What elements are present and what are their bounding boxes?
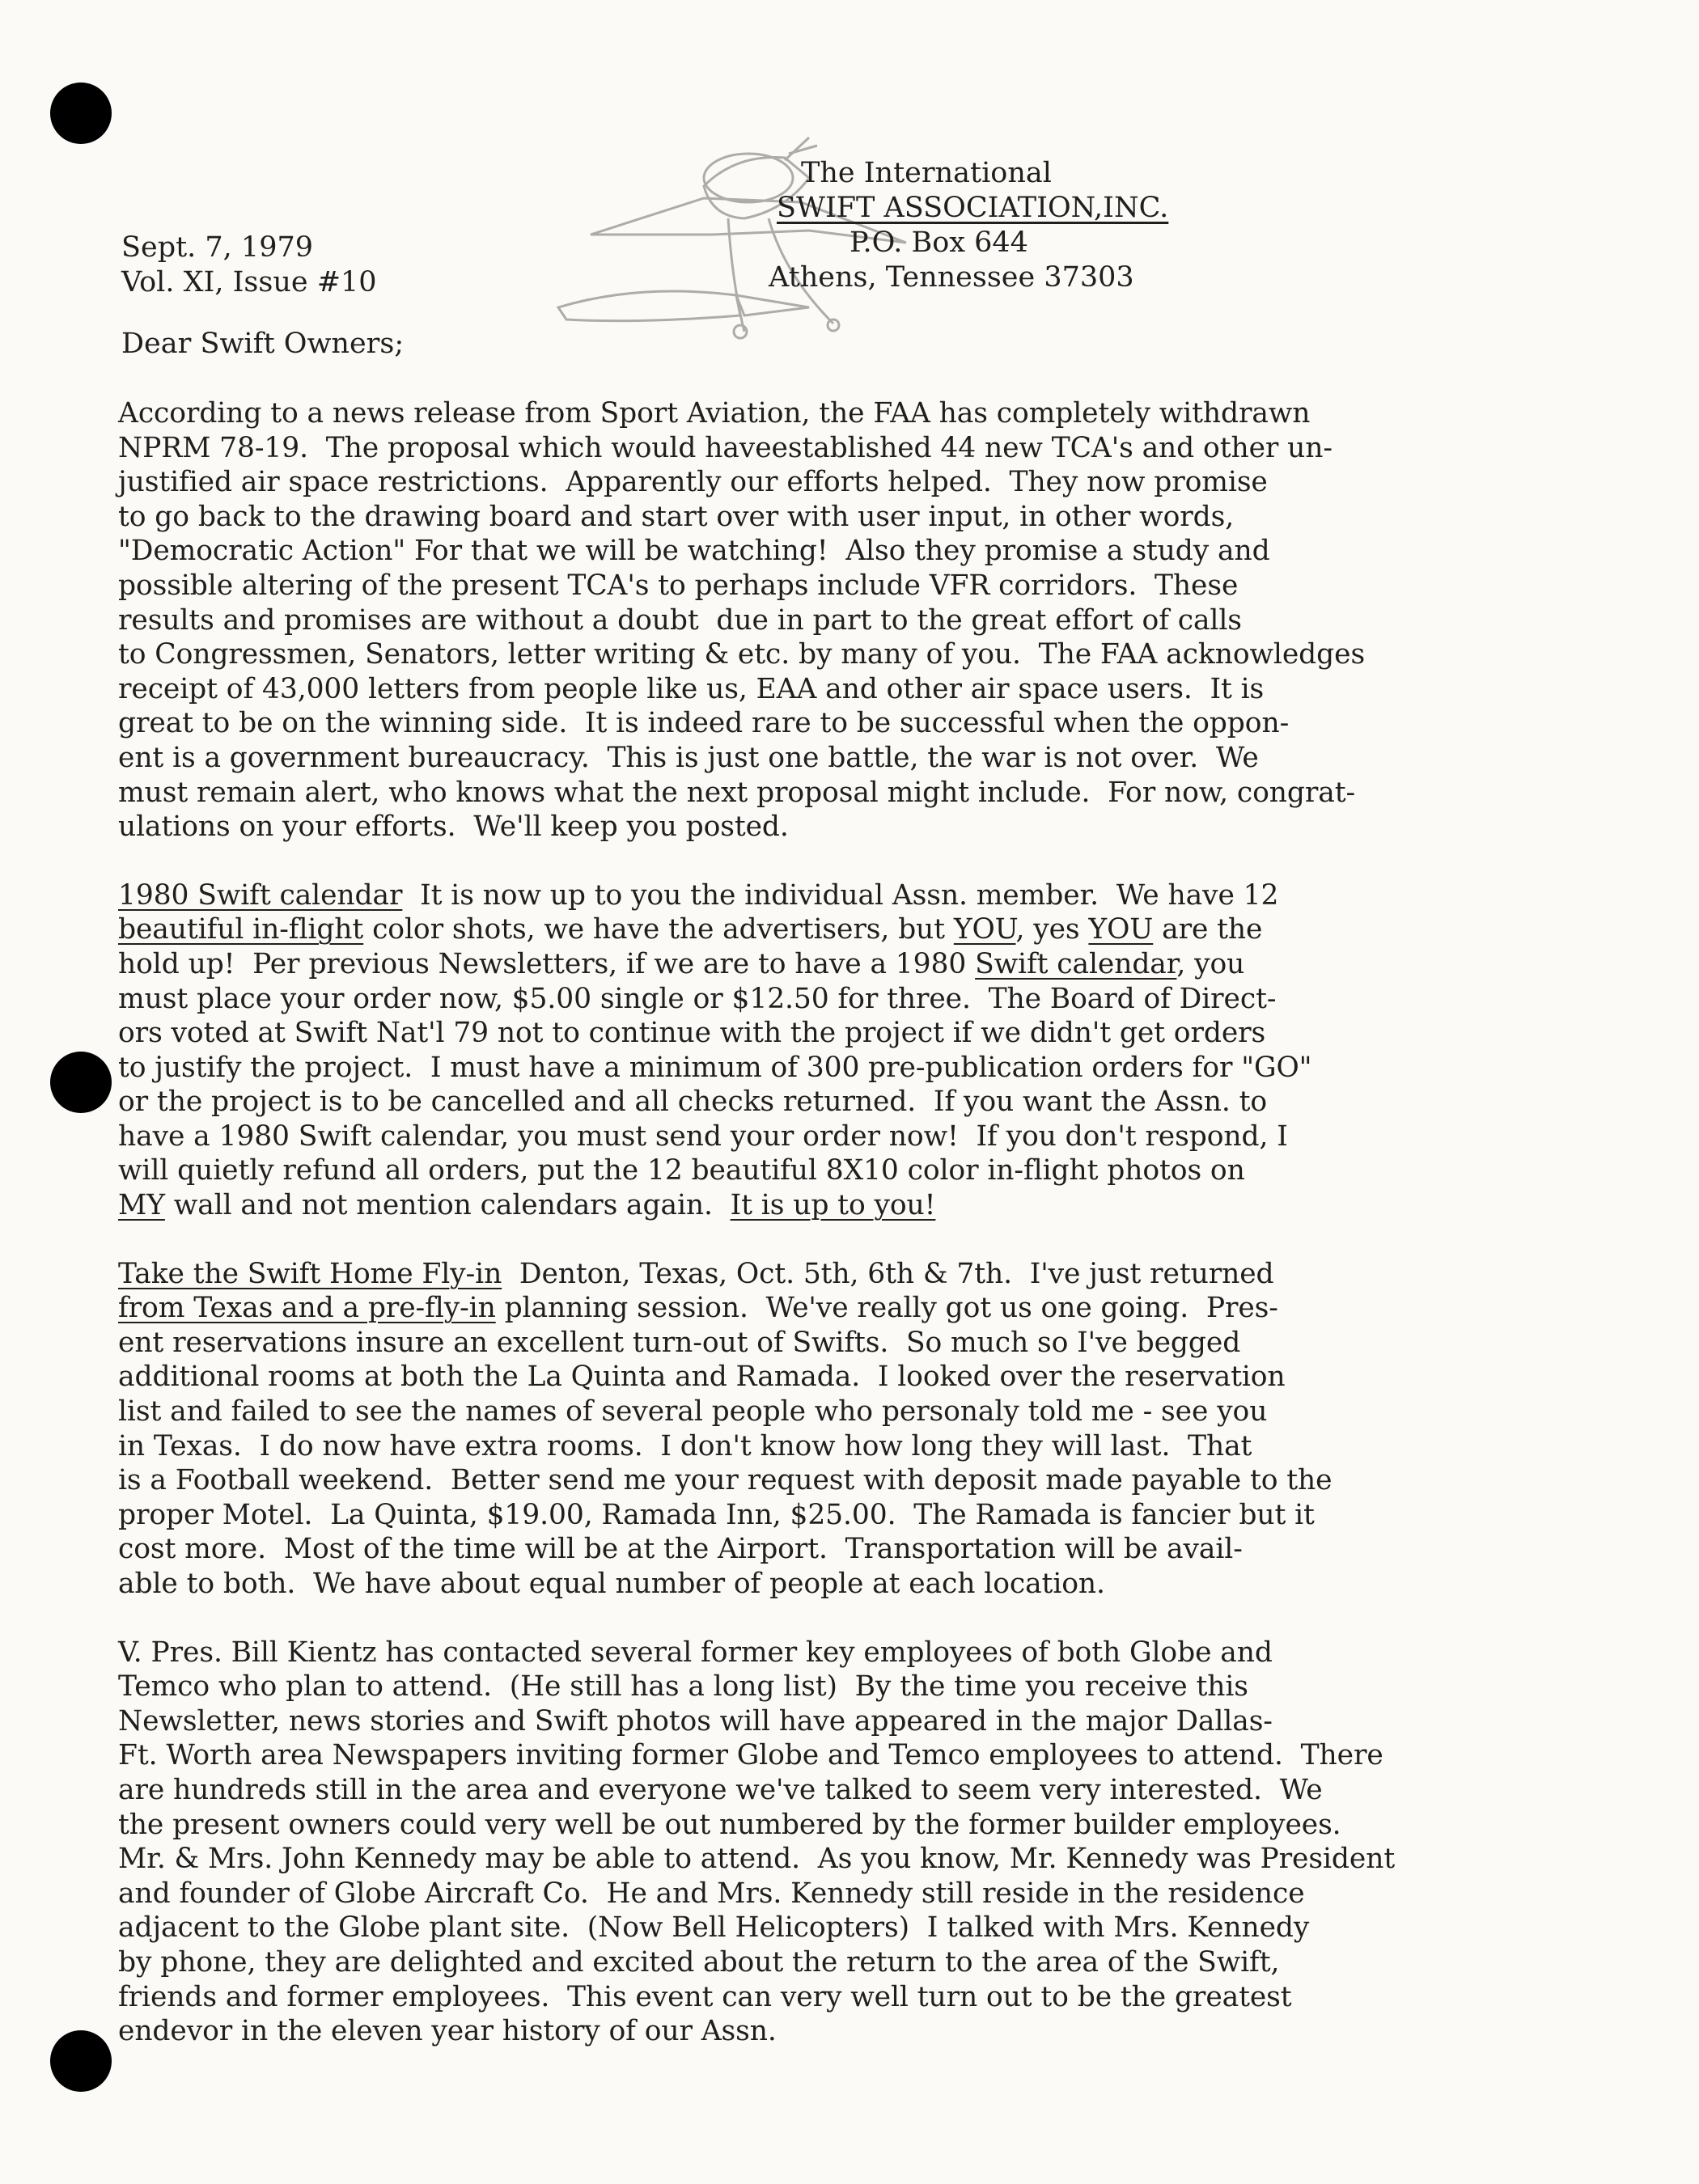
flyin-heading-cont: from Texas and a pre-fly-in: [118, 1292, 496, 1325]
text-line: is a Football weekend. Better send me your request with deposit made payable to the: [118, 1464, 1333, 1497]
text-line: [118, 1188, 1607, 1223]
calendar-heading: 1980 Swift calendar: [118, 878, 403, 912]
text-line: Newsletter, news stories and Swift photos will have appeared in the major Dallas-: [118, 1704, 1273, 1737]
text-line: ulations on your efforts. We'll keep you posted.: [118, 811, 789, 844]
text-line: and founder of Globe Aircraft Co. He and Mrs. Kennedy still reside in the residence: [118, 1877, 1305, 1910]
text-span: It is now up to you the individual Assn. member. We have 12: [402, 878, 1279, 912]
paragraph-faa: [118, 396, 1607, 844]
text-line: must remain alert, who knows what the next proposal might include. For now, congrat-: [118, 776, 1356, 809]
text-span: wall and not mention calendars again.: [164, 1189, 731, 1222]
text-span: Denton, Texas, Oct. 5th, 6th & 7th. I've just returned: [502, 1257, 1274, 1290]
text-line: in Texas. I do now have extra rooms. I don't know how long they will last. That: [118, 1429, 1252, 1462]
text-line: justified air space restrictions. Apparently our efforts helped. They now promise: [118, 466, 1268, 499]
text-line: additional rooms at both the La Quinta and Ramada. I looked over the reservation: [118, 1361, 1286, 1394]
emphasis-my: MY: [118, 1189, 165, 1222]
letter-body: [118, 396, 1607, 2083]
emphasis-swift-calendar: Swift calendar: [975, 947, 1177, 980]
org-name-line2: SWIFT ASSOCIATION,INC.: [777, 192, 1169, 224]
issue-volume: Vol. XI, Issue #10: [121, 266, 377, 298]
text-line: to Congressmen, Senators, letter writing & etc. by many of you. The FAA acknowledges: [118, 638, 1366, 671]
text-line: results and promises are without a doubt due in part to the great effort of calls: [118, 603, 1242, 637]
text-line: [118, 1257, 1607, 1292]
text-line: the present owners could very well be out numbered by the former builder employees.: [118, 1808, 1341, 1841]
text-line: V. Pres. Bill Kientz has contacted several former key employees of both Globe and: [118, 1636, 1273, 1669]
text-span: are the: [1153, 913, 1263, 946]
calendar-heading-cont: beautiful in-flight: [118, 913, 364, 946]
punch-hole-middle: [50, 1052, 112, 1113]
text-line: Temco who plan to attend. (He still has a long list) By the time you receive this: [118, 1670, 1248, 1704]
text-line: by phone, they are delighted and excited about the return to the area of the Swift,: [118, 1945, 1280, 1979]
text-line: [118, 947, 1607, 982]
text-line: [118, 912, 1607, 947]
org-city-state: Athens, Tennessee 37303: [769, 261, 1134, 294]
text-span: planning session. We've really got us one going. Pres-: [495, 1292, 1278, 1325]
emphasis-up-to-you: It is up to you!: [730, 1189, 936, 1222]
paragraph-flyin: [118, 1257, 1607, 1602]
text-line: possible altering of the present TCA's to perhaps include VFR corridors. These: [118, 569, 1239, 602]
text-line: According to a news release from Sport Aviation, the FAA has completely withdrawn: [118, 397, 1311, 430]
text-line: receipt of 43,000 letters from people like us, EAA and other air space users. It is: [118, 672, 1265, 705]
issue-info: [121, 231, 377, 300]
text-line: adjacent to the Globe plant site. (Now Bell Helicopters) I talked with Mrs. Kennedy: [118, 1911, 1310, 1945]
text-line: Mr. & Mrs. John Kennedy may be able to attend. As you know, Mr. Kennedy was President: [118, 1843, 1396, 1876]
text-span: , yes: [1015, 913, 1089, 946]
text-line: have a 1980 Swift calendar, you must send your order now! If you don't respond, I: [118, 1120, 1288, 1153]
emphasis-you: YOU: [1088, 913, 1154, 946]
text-line: ors voted at Swift Nat'l 79 not to continue with the project if we didn't get orders: [118, 1017, 1266, 1050]
salutation: Dear Swift Owners;: [121, 328, 405, 360]
text-line: list and failed to see the names of several people who personaly told me - see you: [118, 1395, 1268, 1428]
text-line: proper Motel. La Quinta, $19.00, Ramada Inn, $25.00. The Ramada is fancier but it: [118, 1498, 1315, 1531]
text-line: NPRM 78-19. The proposal which would haveestablished 44 new TCA's and other un-: [118, 431, 1333, 464]
text-line: friends and former employees. This event can very well turn out to be the greatest: [118, 1980, 1292, 2013]
punch-hole-top: [50, 83, 112, 144]
emphasis-you: YOU: [953, 913, 1016, 946]
text-line: "Democratic Action" For that we will be watching! Also they promise a study and: [118, 535, 1270, 568]
text-line: [118, 878, 1607, 913]
text-line: must place your order now, $5.00 single or $12.50 for three. The Board of Direct-: [118, 982, 1277, 1015]
text-line: endevor in the eleven year history of our Assn.: [118, 2015, 777, 2048]
text-line: will quietly refund all orders, put the 12 beautiful 8X10 color in-flight photos on: [118, 1154, 1245, 1187]
text-line: to justify the project. I must have a minimum of 300 pre-publication orders for "GO": [118, 1051, 1312, 1084]
text-line: great to be on the winning side. It is indeed rare to be successful when the oppon-: [118, 707, 1290, 740]
paragraph-kientz: [118, 1636, 1607, 2049]
text-span: color shots, we have the advertisers, but: [363, 913, 954, 946]
organization-address: [655, 156, 1168, 295]
text-line: [118, 1291, 1607, 1326]
flyin-heading: Take the Swift Home Fly-in: [118, 1257, 502, 1290]
issue-date: Sept. 7, 1979: [121, 231, 314, 264]
paragraph-calendar: [118, 878, 1607, 1223]
text-line: Ft. Worth area Newspapers inviting former Globe and Temco employees to attend. There: [118, 1739, 1383, 1772]
text-line: ent reservations insure an excellent turn-out of Swifts. So much so I've begged: [118, 1326, 1241, 1359]
text-line: to go back to the drawing board and start over with user input, in other words,: [118, 500, 1235, 533]
text-line: cost more. Most of the time will be at the Airport. Transportation will be avail-: [118, 1533, 1243, 1566]
text-line: or the project is to be cancelled and all checks returned. If you want the Assn. to: [118, 1086, 1268, 1119]
text-span: , you: [1176, 947, 1245, 980]
text-span: hold up! Per previous Newsletters, if we are to have a 1980: [118, 947, 976, 980]
org-name-line1: The International: [801, 157, 1052, 189]
punch-hole-bottom: [50, 2030, 112, 2092]
text-line: ent is a government bureaucracy. This is just one battle, the war is not over. We: [118, 741, 1259, 774]
text-line: able to both. We have about equal number of people at each location.: [118, 1568, 1105, 1600]
text-line: are hundreds still in the area and everyone we've talked to seem very interested. We: [118, 1773, 1323, 1806]
org-po-box: P.O. Box 644: [850, 226, 1028, 259]
